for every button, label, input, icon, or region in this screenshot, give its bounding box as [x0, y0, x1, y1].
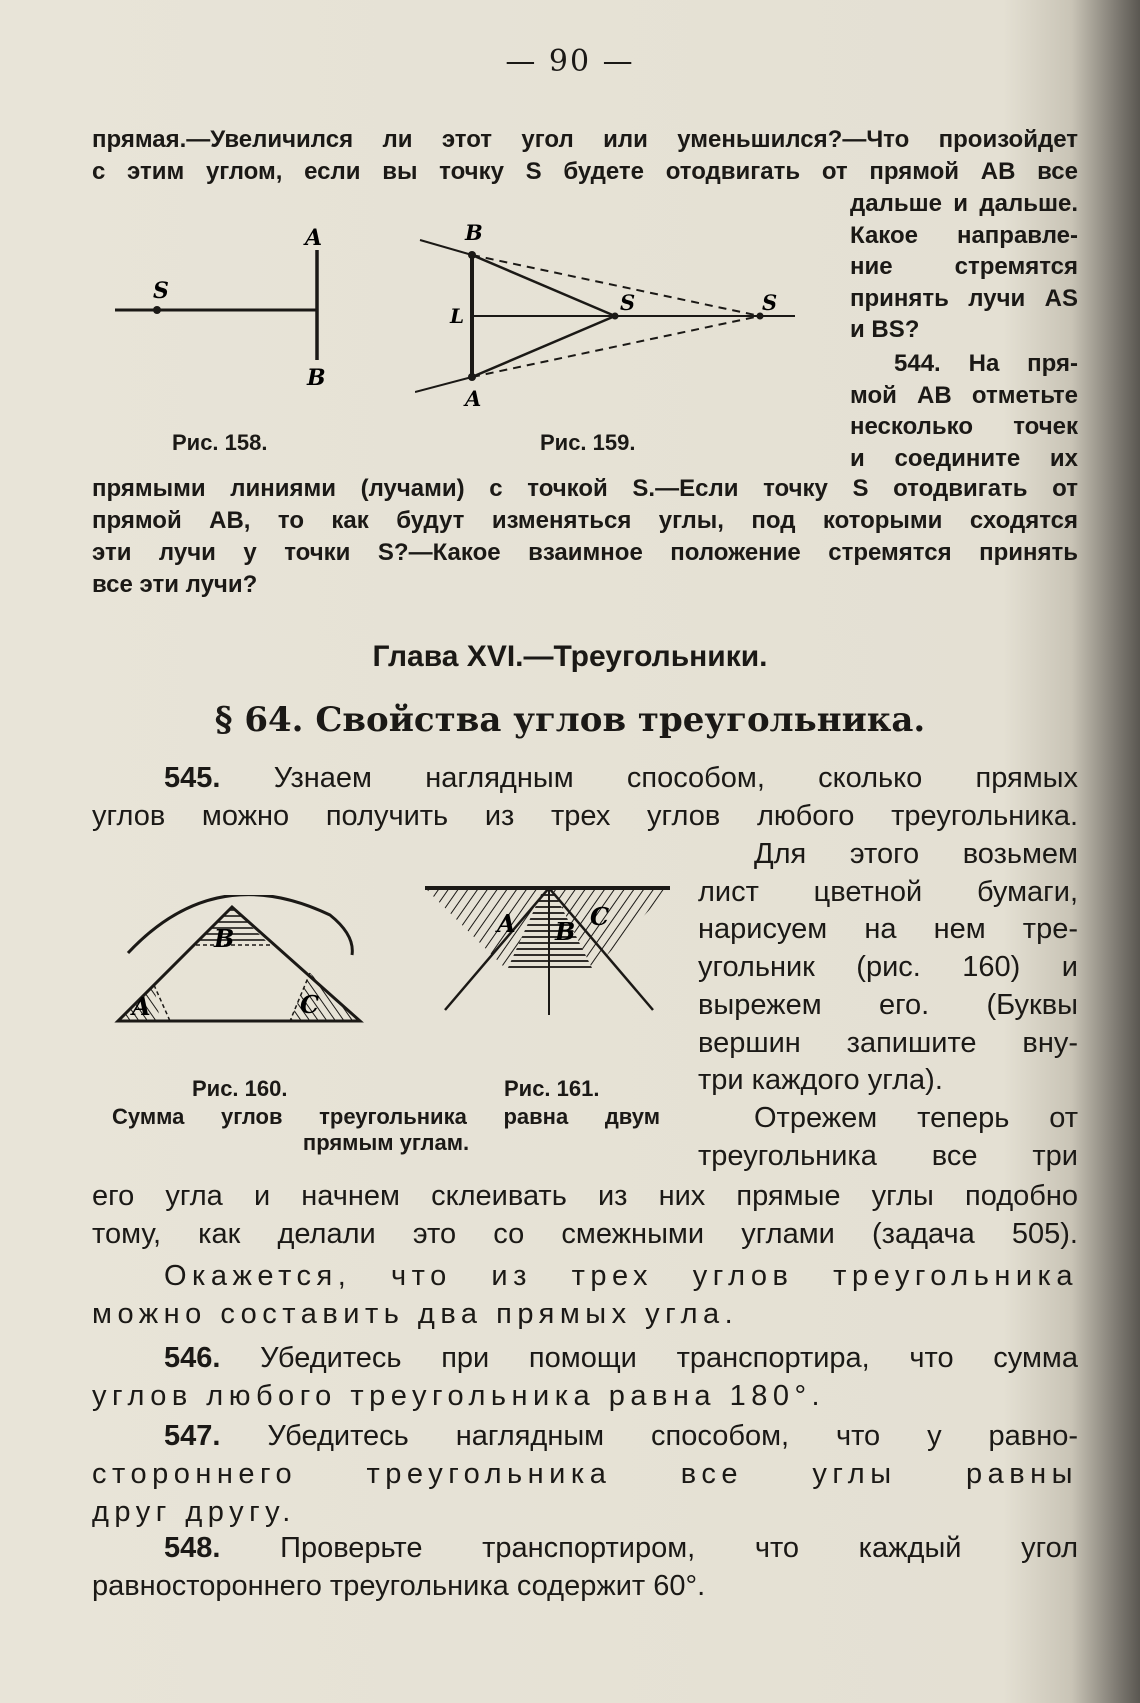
text-line: ние стремятся: [850, 253, 1078, 280]
label-b: B: [555, 917, 576, 946]
text-line: лист цветной бумаги,: [698, 875, 1078, 908]
text-line: три каждого угла).: [698, 1064, 943, 1097]
figure-161: [425, 880, 675, 1015]
figure-158-caption: Рис. 158.: [172, 430, 268, 455]
intro-line-2: с этим углом, если вы точку S будете отодвигать от прямой AB все: [92, 158, 1078, 185]
task-545-line: его угла и начнем склеивать из них прямые углы подобно: [92, 1180, 1078, 1212]
task-547-line-1: [92, 1418, 1078, 1456]
task-548-line-1: [92, 1530, 1078, 1568]
point-a: [468, 373, 476, 381]
task-544-line: все эти лучи?: [92, 571, 258, 598]
text-line: вершин запишите вну-: [698, 1026, 1078, 1059]
section-title: § 64. Свойства углов треугольника.: [214, 700, 926, 740]
text-line: мой AB отметьте: [850, 381, 1078, 409]
text-span: Убедитесь при помощи транспортира, что сумма: [260, 1342, 1078, 1374]
ray-bs: [472, 255, 615, 316]
task-number: 547.: [164, 1420, 221, 1452]
task-545-line-2: углов можно получить из трех углов любого треугольника.: [92, 800, 1078, 832]
task-545-right-column: [698, 836, 1078, 1175]
label-s-far: S: [762, 290, 778, 315]
text-line: [850, 348, 1078, 380]
text-line: дальше и дальше.: [850, 190, 1078, 217]
task-number: 548.: [164, 1532, 221, 1564]
text-line: Отрежем теперь от: [754, 1101, 1078, 1134]
label-a: A: [132, 992, 151, 1021]
task-number: 546.: [164, 1342, 221, 1374]
conclusion-line-2: можно составить два прямых угла.: [92, 1298, 739, 1330]
page-number: — 90 —: [505, 44, 635, 79]
figure-159: [415, 220, 810, 415]
figure-160: [110, 895, 370, 1030]
text-line: нарисуем на нем тре-: [698, 913, 1078, 946]
task-544-start: [850, 348, 1078, 474]
figure-common-caption-1: Сумма углов треугольника равна двум: [112, 1104, 660, 1129]
right-column-question: [850, 188, 1078, 346]
label-c: C: [590, 902, 610, 931]
dashed-ray-b: [472, 255, 760, 316]
label-l: L: [450, 304, 465, 328]
intro-line-1: прямая.—Увеличился ли этот угол или уменьшился?—Что произойдет: [92, 126, 1078, 153]
task-547-line-2: стороннего треугольника все углы равны: [92, 1458, 1078, 1490]
task-number: 545.: [164, 762, 221, 794]
text-line: и соедините их: [850, 444, 1078, 472]
figure-160-caption: Рис. 160.: [192, 1076, 288, 1101]
label-b: B: [465, 220, 483, 245]
chapter-title: Глава XVI.—Треугольники.: [372, 640, 768, 673]
label-b: B: [307, 365, 326, 391]
text-span: Окажется, что из трех углов треугольника: [164, 1260, 1078, 1292]
task-547-line-3: друг другу.: [92, 1496, 296, 1528]
ray-as: [472, 316, 615, 377]
text-span: Узнаем наглядным способом, сколько прямых: [273, 762, 1078, 794]
figure-159-caption: Рис. 159.: [540, 430, 636, 455]
label-s-near: S: [620, 290, 636, 315]
task-545-line-1: [92, 760, 1078, 798]
task-546-line-2: углов любого треугольника равна 180°.: [92, 1380, 826, 1412]
text-line: угольник (рис. 160) и: [698, 951, 1078, 984]
text-line: треугольника все три: [698, 1139, 1078, 1172]
conclusion-line-1: [92, 1258, 1078, 1296]
label-a: A: [305, 225, 323, 251]
text-line: принять лучи AS: [850, 284, 1078, 312]
label-c: C: [300, 990, 320, 1019]
text-line: и BS?: [850, 316, 920, 343]
task-544-line: прямыми линиями (лучами) с точкой S.—Если точку S отодвигать от: [92, 475, 1078, 502]
dashed-ray-a: [472, 316, 760, 377]
ray-a-ext: [415, 377, 472, 392]
text-line: несколько точек: [850, 413, 1078, 440]
point-s1: [612, 313, 619, 320]
text-line: вырежем его. (Буквы: [698, 988, 1078, 1021]
label-a: A: [465, 386, 482, 411]
task-544-line: прямой AB, то как будут изменяться углы, под которыми сходятся: [92, 507, 1078, 534]
text-line: Для этого возьмем: [754, 838, 1078, 870]
figure-158: [105, 225, 355, 400]
task-545-line: тому, как делали это со смежными углами (задача 505).: [92, 1218, 1078, 1250]
task-546-line-1: [92, 1340, 1078, 1378]
task-number: 544.: [894, 350, 941, 377]
label-a: A: [497, 909, 516, 938]
figure-common-caption-2: прямым углам.: [302, 1130, 470, 1155]
text-span: Убедитесь наглядным способом, что у равно-: [267, 1420, 1079, 1452]
text-line: Какое направле-: [850, 221, 1078, 249]
point-s: [153, 306, 161, 314]
text-span: На пря-: [968, 350, 1079, 377]
task-548-line-2: равностороннего треугольника содержит 60°.: [92, 1570, 706, 1602]
text-span: Проверьте транспортиром, что каждый угол: [280, 1532, 1078, 1564]
label-b: B: [214, 924, 235, 953]
task-544-line: эти лучи у точки S?—Какое взаимное положение стремятся принять: [92, 539, 1078, 566]
label-s: S: [153, 278, 169, 304]
point-b: [468, 251, 476, 259]
figure-161-caption: Рис. 161.: [504, 1076, 600, 1101]
